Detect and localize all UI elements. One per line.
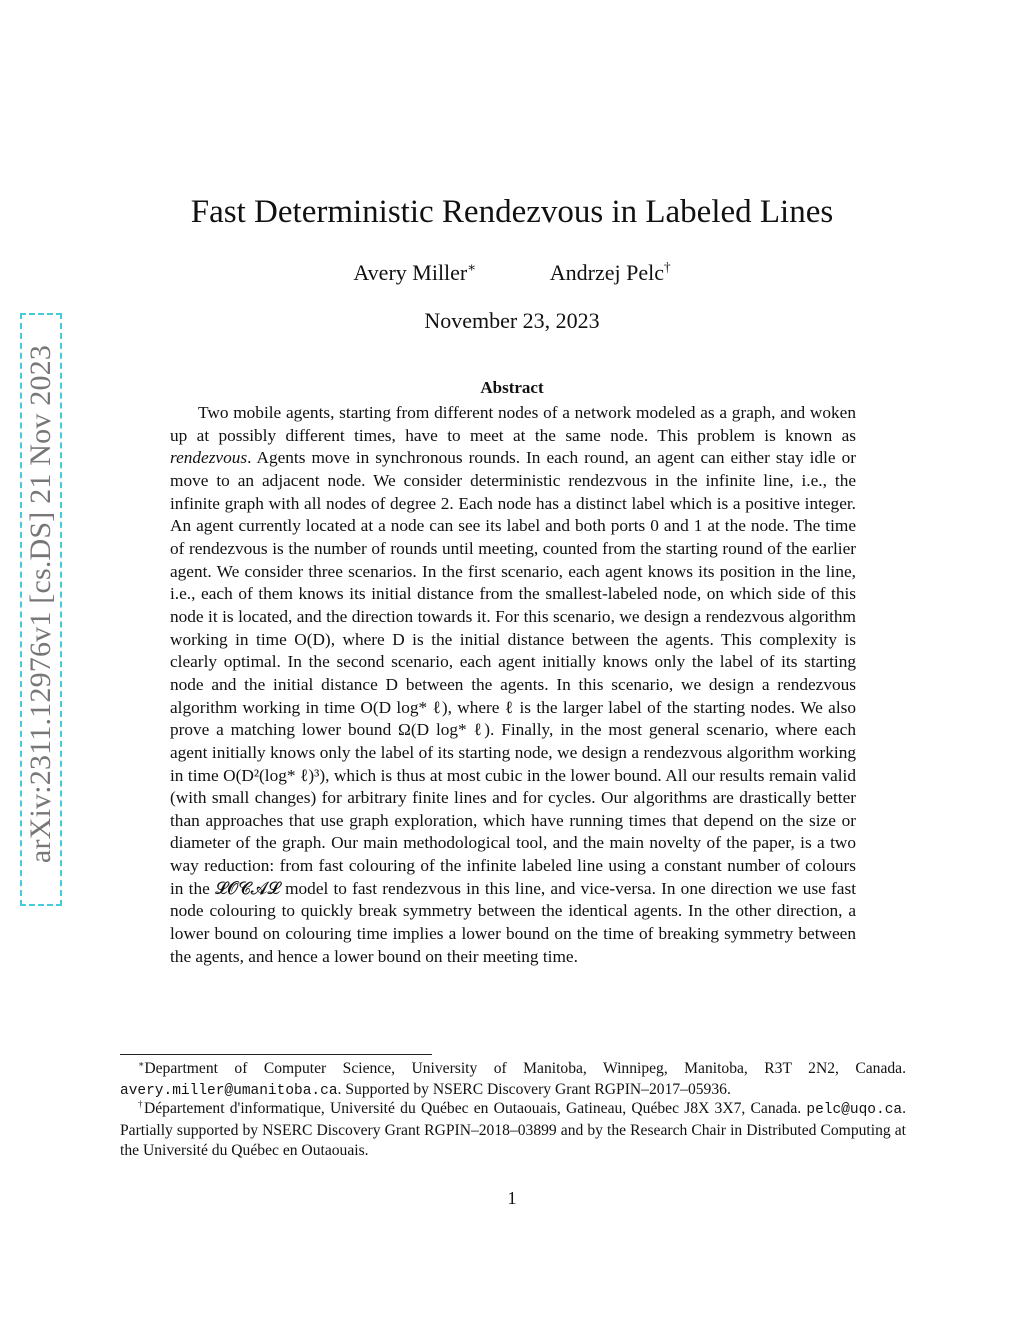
footnote-text: Department of Computer Science, University of Manitoba, Winnipeg, Manitoba, R3T 2N2, Canada. (144, 1060, 906, 1077)
footnote-email-link[interactable]: avery.miller@umanitoba.ca (120, 1082, 338, 1099)
author-2 (550, 258, 671, 288)
footnote-mark: † (138, 1099, 144, 1110)
author-name: Avery Miller (353, 260, 468, 285)
abstract-heading: Abstract (480, 378, 544, 397)
author-footnote-mark: ∗ (467, 259, 477, 275)
author-list (120, 258, 904, 288)
paper-date: November 23, 2023 (424, 308, 600, 333)
abstract-text-part-2: . Agents move in synchronous rounds. In each round, an agent can either stay idle or move to an adjacent node. We consider deterministic rendezvous in the infinite line, i.e., the infinite graph with all nodes of degree 2. Each node has a distinct label which is a positive integer. An agent currently located at a node can see its label and both ports 0 and 1 at the node. The time of rendezvous is the number of rounds until meeting, counted from the starting round of the earlier agent. We consider three scenarios. In the first scenario, each agent knows its position in the line, i.e., each of them knows its initial distance from the smallest-labeled node, on which side of this node it is located, and the direction towards it. For this scenario, we design a rendezvous algorithm working in time O(D), where D is the initial distance between the agents. This complexity is clearly optimal. In the second scenario, each agent initially knows only the label of its starting node and the initial distance D between the agents. In this scenario, we design a rendezvous algorithm working in time O(D log* ℓ), where ℓ is the larger label of the starting nodes. We also prove a matching lower bound Ω(D log* ℓ). Finally, in the most general scenario, where each agent initially knows only the label of its starting node, we design a rendezvous algorithm working in time O(D²(log* ℓ)³), which is thus at most cubic in the lower bound. All our results remain valid (with small changes) for arbitrary finite lines and for cycles. Our algorithms are drastically better than approaches that use graph exploration, which have running times that depend on the size or diameter of the graph. Our main methodological tool, and the main novelty of the paper, is a two way reduction: from fast colouring of the infinite labeled line using a constant number of colours in the 𝓛𝓞𝓒𝓐𝓛 model to fast rendezvous in this line, and vice-versa. In one direction we use fast node colouring to quickly break symmetry between the identical agents. In the other direction, a lower bound on colouring time implies a lower bound on the time of breaking symmetry between the agents, and hence a lower bound on their meeting time. (170, 448, 856, 966)
footnote-email-link[interactable]: pelc@uqo.ca (806, 1102, 903, 1118)
footnote-2 (120, 1099, 906, 1162)
footnote-1 (120, 1059, 906, 1101)
footnote-text: Département d'informatique, Université du Québec en Outaouais, Gatineau, Québec J8X 3X7, Canada. (144, 1100, 807, 1117)
footnote-text-after: . Partially supported by NSERC Discovery Grant RGPIN–2018–03899 and by the Research Chair in Distributed Computing at the Université du Québec en Outaouais. (120, 1100, 906, 1159)
author-name: Andrzej Pelc (549, 260, 664, 285)
author-footnote-mark: † (663, 259, 671, 275)
arxiv-identifier: arXiv:2311.12976v1 [cs.DS] 21 Nov 2023 (24, 344, 57, 864)
abstract-text (170, 402, 856, 968)
footnote-rule (120, 1054, 432, 1055)
page-number: 1 (507, 1188, 517, 1208)
footnote-mark: ∗ (138, 1059, 145, 1070)
abstract-text-part-1: Two mobile agents, starting from different nodes of a network modeled as a graph, and woken up at possibly different times, have to meet at the same node. This problem is known as (170, 403, 856, 445)
paper-title: Fast Deterministic Rendezvous in Labeled Lines (190, 194, 834, 230)
abstract-emphasis: rendezvous (170, 448, 248, 468)
footnote-text-after: . Supported by NSERC Discovery Grant RGPIN–2017–05936. (337, 1080, 731, 1098)
author-1 (353, 258, 476, 288)
